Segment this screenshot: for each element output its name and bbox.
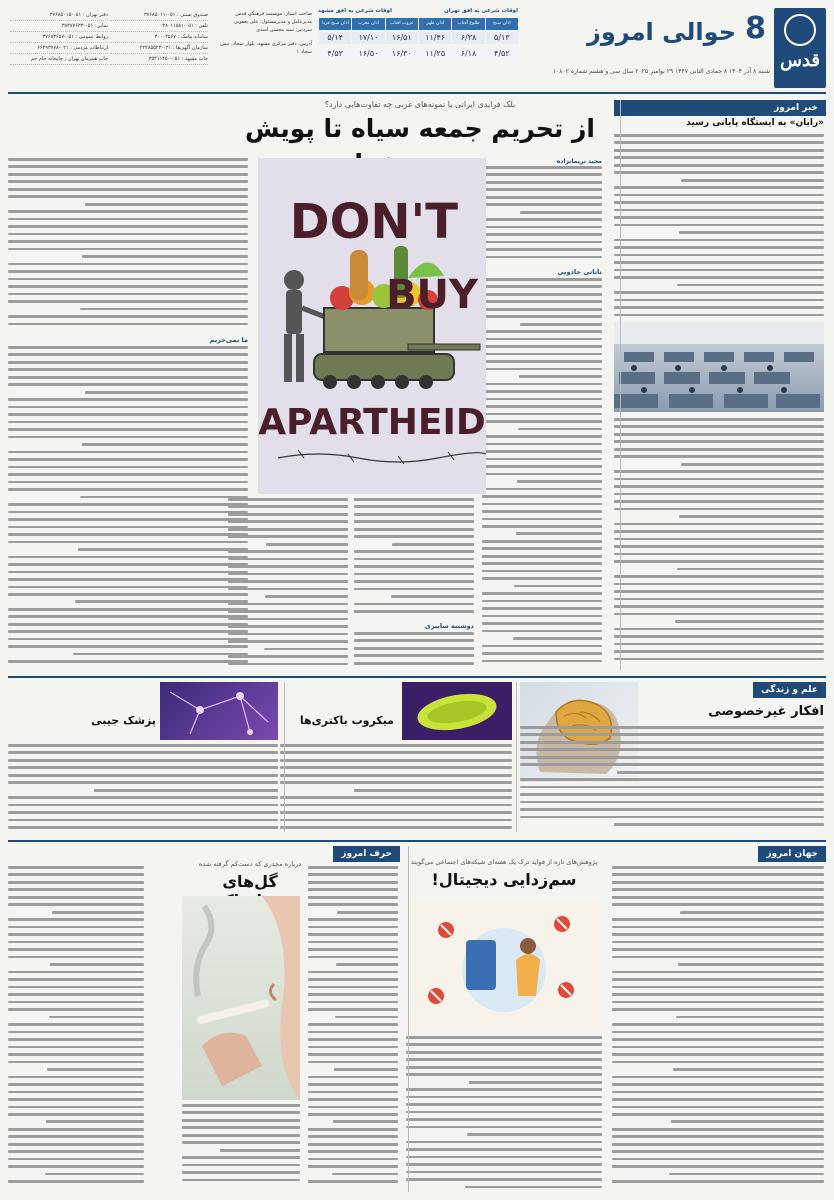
dont-buy-apartheid-poster [258, 158, 486, 494]
world-headline: سم‌زدایی دیجیتال! [431, 870, 577, 889]
khabar-text-1 [614, 134, 824, 324]
page-number: 8 [745, 11, 766, 46]
prayer-time-mashhad: ۱۶/۳۰ [386, 48, 418, 60]
main-text-col1a [482, 166, 602, 264]
section-title: حوالی امروز [587, 18, 736, 46]
section-label-science: علم و زندگی [753, 682, 826, 698]
masthead [0, 0, 834, 96]
main-author: مجید نریمانزاده [556, 158, 602, 165]
address: آدرس: دفتر مرکزی مشهد، بلوار سجاد، نبش سجاد ۱ [220, 41, 312, 55]
main-headline: از تحریم جمعه سیاه تا پویش [245, 114, 595, 143]
prayer-time-mashhad: ۱۱/۲۵ [419, 48, 451, 60]
prayer-time-tehran: ۶/۳۸ [452, 32, 484, 44]
main-text-col4a [8, 158, 248, 334]
talk-headline: گل‌های [222, 872, 278, 891]
prayer-label: اذان ظهر [419, 18, 451, 30]
prayer-time-tehran: ۱۶/۵۱ [386, 32, 418, 44]
science-text-3 [8, 744, 278, 834]
science-text-2 [280, 744, 512, 834]
contact-entry: نمابر : ۰۵۱-۳۸۴۷۷۶۳۳ [10, 21, 108, 32]
khabar-photo [614, 322, 824, 412]
contact-entry: ارتباطات مردمی : ۰۲۱-۶۶۴۹۳۷۷۸ [10, 43, 108, 54]
poster-text-dont: DON'T [289, 194, 458, 250]
contact-entry: صندوق پستی : ۰۵۱-۳۷۶۸۵۰۱۱ [110, 10, 208, 21]
subhead-3: ما نمی‌خریم [209, 336, 248, 344]
contact-entry: چاپ همزمان تهران : چاپخانه جام جم [10, 54, 108, 65]
main-text-col2b [354, 632, 474, 670]
prayer-time-tehran: ۵/۱۳ [486, 32, 518, 44]
contact-entry: دفتر تهران : ۰۵۱-۳۷۶۸۵۰۱۵ [10, 10, 108, 21]
prayer-times-table [318, 8, 518, 64]
talk-text-right [308, 866, 398, 1192]
science-title-2: میکروب باکتری‌ها [299, 714, 394, 727]
logo [774, 8, 826, 88]
subhead-2: دوشنبه سایبری [424, 622, 474, 630]
publisher: صاحب امتیاز: موسسه فرهنگی قدس [235, 11, 312, 17]
prayer-label: طلوع آفتاب [452, 18, 484, 30]
subhead-1: ناتانی جادویی [557, 268, 602, 276]
talk-text-left [8, 866, 144, 1192]
prayer-label: غروب آفتاب [386, 18, 418, 30]
prayer-time-tehran: ۱۷/۱۰ [352, 32, 384, 44]
talk-kicker: درباره مخدری که دست‌کم گرفته شده [198, 860, 302, 868]
prayer-time-mashhad: ۴/۵۲ [486, 48, 518, 60]
world-text-right [612, 866, 824, 1192]
main-text-col2 [354, 498, 474, 618]
date-line: شنبه ۸ آذر ۱۴۰۴ ۸ جمادی الثانی ۱۴۴۷ ۲۹ نوامبر ۲۰۲۵ سال سی و هشتم شماره ۱۰۸۰۲ [552, 68, 770, 75]
main-text-col1b [482, 278, 602, 670]
prayer-title-tehran: اوقات شرعی به افق تهران [444, 8, 518, 14]
prayer-time-tehran: ۵/۱۴ [319, 32, 351, 44]
poster-text-buy: BUY [386, 272, 478, 318]
prayer-title-mashhad: اوقات شرعی به افق مشهد [318, 8, 392, 14]
science-image-bacterium [402, 682, 512, 740]
contact-entry: تلفن : ۰۵۱-۳۸۰۱۱۵۸۱ [110, 21, 208, 32]
section-label-khabar: خبر امروز [614, 100, 826, 116]
science-title-1: افکار غیرخصوصی [708, 704, 824, 719]
talk-smoking-photo [182, 896, 300, 1100]
khabar-text-2 [614, 418, 824, 668]
world-text-left [406, 1036, 602, 1192]
science-text-1 [520, 726, 824, 834]
science-title-3: پزشک جیبی [91, 714, 156, 727]
world-kicker: پژوهش‌های تازه از فواید ترک یک هفته‌ای شبکه‌های اجتماعی می‌گویند [410, 858, 598, 866]
main-kicker: بلک فرایدی ایرانی با نمونه‌های غربی چه تفاوت‌هایی دارد؟ [324, 100, 516, 109]
publisher-info [212, 10, 312, 56]
poster-text-apartheid: APARTHEID [258, 402, 486, 443]
prayer-time-tehran: ۱۱/۴۶ [419, 32, 451, 44]
editor: سردبیر: سید محسن اسدی [256, 27, 312, 33]
prayer-label: اذان صبح فردا [319, 18, 351, 30]
contact-entry: روابط عمومی : ۰۵۱-۳۷۶۸۳۶۵۷ [10, 32, 108, 43]
section-label-world: جهان امروز [758, 846, 826, 862]
prayer-time-mashhad: ۶/۱۸ [452, 48, 484, 60]
prayer-time-mashhad: ۴/۵۳ [319, 48, 351, 60]
section-label-talk: حرف امروز [333, 846, 400, 862]
science-image-neurons [160, 682, 278, 740]
talk-text-bottom [182, 1104, 300, 1192]
logo-text: قدس [779, 50, 821, 71]
manager: مدیرعامل و مدیرمسئول: علی یعقوبی [233, 19, 312, 25]
prayer-time-mashhad: ۱۶/۵۰ [352, 48, 384, 60]
world-illustration [406, 900, 602, 1030]
prayer-label: اذان مغرب [352, 18, 384, 30]
contact-entry: سازمان آگهی‌ها : ۰۲۱-۲۲۲۸۵۵۲۳ [110, 43, 208, 54]
contact-entry: سامانه پیامک : ۳۰۰۰۴۵۶۷ [110, 32, 208, 43]
contact-entry: چاپ مشهد : ۰۵۱-۳۵۴۱۱۴۵۰ [110, 54, 208, 65]
prayer-label: اذان صبح [486, 18, 518, 30]
khabar-headline: «رایان» به ایستگاه پایانی رسید [686, 118, 824, 128]
main-text-col4b [8, 346, 248, 670]
contacts [8, 10, 208, 70]
